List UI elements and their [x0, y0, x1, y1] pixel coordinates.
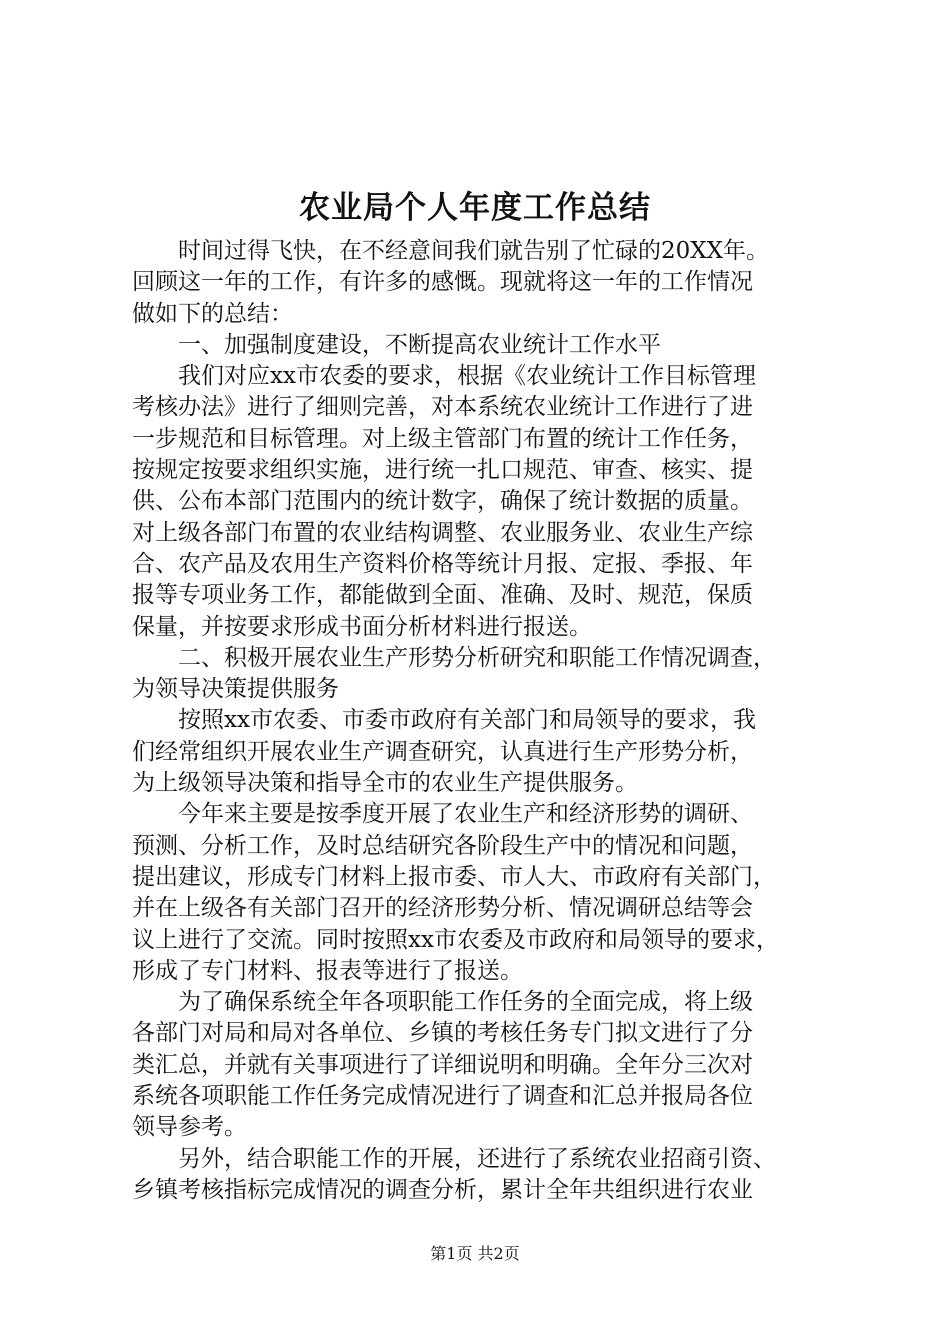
text-line: 时间过得飞快，在不经意间我们就告别了忙碌的20XX年。	[178, 238, 770, 264]
text-line: 回顾这一年的工作，有许多的感慨。现就将这一年的工作情况	[132, 269, 753, 296]
text-line: 一步规范和目标管理。对上级主管部门布置的统计工作任务，	[132, 425, 753, 452]
text-line: 领导参考。	[132, 1114, 247, 1141]
text-line: 一、加强制度建设，不断提高农业统计工作水平	[178, 331, 661, 358]
page-footer: 第1页 共2页	[430, 1244, 520, 1263]
text-line: 供、公布本部门范围内的统计数字，确保了统计数据的质量。	[132, 488, 753, 515]
text-line: 报等专项业务工作，都能做到全面、准确、及时、规范，保质	[132, 582, 753, 609]
text-line: 保量，并按要求形成书面分析材料进行报送。	[132, 613, 592, 640]
text-line: 对上级各部门布置的农业结构调整、农业服务业、农业生产综	[132, 519, 753, 546]
text-line: 二、积极开展农业生产形势分析研究和职能工作情况调查，	[178, 644, 776, 671]
text-line: 为上级领导决策和指导全市的农业生产提供服务。	[132, 770, 638, 797]
text-line: 为了确保系统全年各项职能工作任务的全面完成，将上级	[178, 989, 753, 1016]
text-line: 今年来主要是按季度开展了农业生产和经济形势的调研、	[178, 801, 753, 828]
text-line: 系统各项职能工作任务完成情况进行了调查和汇总并报局各位	[132, 1083, 753, 1110]
text-line: 提出建议，形成专门材料上报市委、市人大、市政府有关部门，	[132, 863, 776, 890]
document-body	[132, 236, 832, 1206]
document-title: 农业局个人年度工作总结	[299, 190, 651, 226]
text-line: 们经常组织开展农业生产调查研究，认真进行生产形势分析，	[132, 738, 753, 765]
text-line: 考核办法》进行了细则完善，对本系统农业统计工作进行了进	[132, 394, 753, 421]
text-line: 类汇总，并就有关事项进行了详细说明和明确。全年分三次对	[132, 1051, 753, 1078]
text-line: 并在上级各有关部门召开的经济形势分析、情况调研总结等会	[132, 895, 753, 922]
text-line: 形成了专门材料、报表等进行了报送。	[132, 957, 523, 984]
text-line: 预测、分析工作，及时总结研究各阶段生产中的情况和问题，	[132, 832, 753, 859]
text-line: 各部门对局和局对各单位、乡镇的考核任务专门拟文进行了分	[132, 1020, 753, 1047]
text-line: 为领导决策提供服务	[132, 676, 339, 703]
text-line: 议上进行了交流。同时按照xx市农委及市政府和局领导的要求，	[132, 926, 779, 953]
text-line: 合、农产品及农用生产资料价格等统计月报、定报、季报、年	[132, 550, 753, 577]
text-line: 我们对应xx市农委的要求，根据《农业统计工作目标管理	[178, 363, 756, 390]
text-line: 做如下的总结：	[132, 300, 293, 327]
text-line: 乡镇考核指标完成情况的调查分析，累计全年共组织进行农业	[132, 1176, 753, 1203]
text-line: 另外，结合职能工作的开展，还进行了系统农业招商引资、	[178, 1145, 776, 1172]
text-line: 按照xx市农委、市委市政府有关部门和局领导的要求，我	[178, 707, 756, 734]
text-line: 按规定按要求组织实施，进行统一扎口规范、审查、核实、提	[132, 457, 753, 484]
